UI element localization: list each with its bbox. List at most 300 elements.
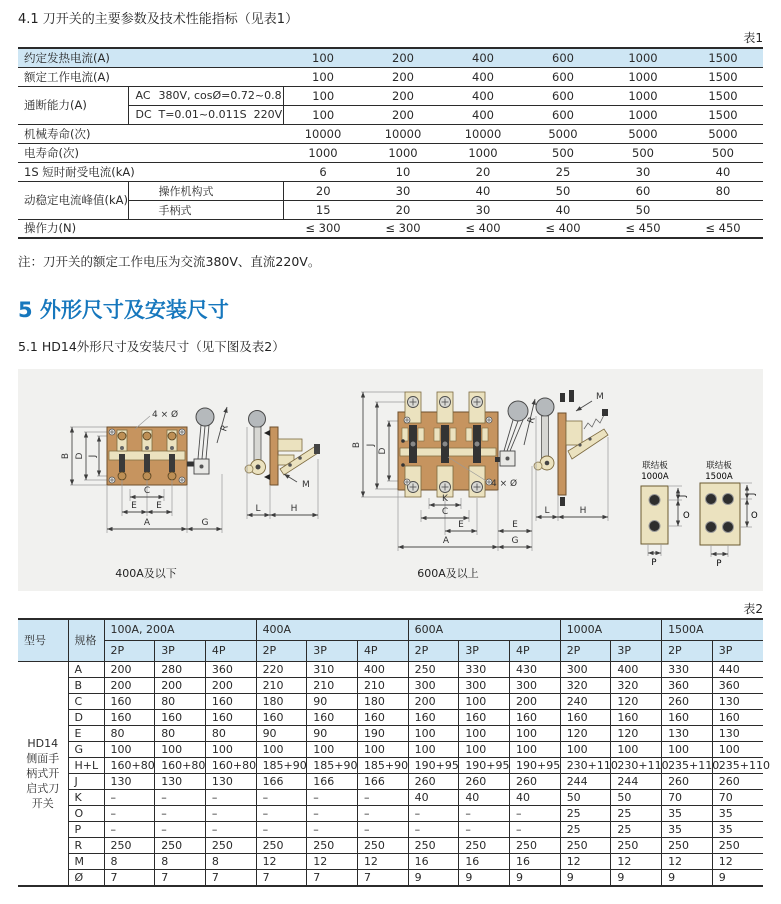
t1-value: 5000	[603, 124, 683, 143]
t2-value: 330	[459, 661, 510, 677]
t2-value: 400	[357, 661, 408, 677]
t2-value: 260	[712, 773, 763, 789]
dim-label-b: B	[352, 441, 362, 449]
connection-plate-1000a	[641, 460, 690, 568]
table2-body	[18, 661, 770, 886]
t2-value: 12	[256, 853, 307, 869]
dim-label-d: D	[378, 447, 388, 455]
t2-value: 190+95	[408, 757, 459, 773]
t2-value: 40	[459, 789, 510, 805]
t2-amp-group-header: 600A	[408, 619, 560, 640]
t2-value: 70	[712, 789, 763, 805]
t2-value: 120	[560, 725, 611, 741]
dim-label-j: J	[678, 494, 688, 498]
table1-parameters	[18, 47, 763, 239]
t1-value: 1000	[363, 143, 443, 162]
t2-value: 250	[408, 661, 459, 677]
t2-row	[18, 869, 763, 886]
t2-pole-header-row	[18, 640, 763, 661]
dim-label-d: D	[75, 452, 85, 460]
t2-row	[18, 773, 763, 789]
t1-sub-text: T=0.01~0.011S 220V	[158, 108, 283, 121]
t2-value: –	[459, 805, 510, 821]
t2-value: 16	[459, 853, 510, 869]
t2-value: 260	[408, 773, 459, 789]
t1-value: 200	[363, 105, 443, 124]
t2-value: 90	[256, 725, 307, 741]
t2-row	[18, 853, 763, 869]
t2-row	[18, 741, 763, 757]
t2-value: 130	[712, 725, 763, 741]
t2-value: 185+90	[307, 757, 358, 773]
t2-value: 100	[459, 725, 510, 741]
t2-value: 230+110	[560, 757, 611, 773]
t2-value: 80	[104, 725, 155, 741]
t2-spec-label: Ø	[68, 869, 104, 886]
t2-amp-group-header: 400A	[256, 619, 408, 640]
t1-sub-cell	[128, 86, 283, 105]
t1-value: 15	[283, 200, 363, 219]
front-view-600a	[352, 392, 538, 580]
t1-row	[18, 162, 763, 181]
t2-value: 130	[104, 773, 155, 789]
t2-value: 250	[357, 837, 408, 853]
t2-value: 235+110	[712, 757, 763, 773]
t2-pole-header: 3P	[155, 640, 206, 661]
t2-value: –	[307, 805, 358, 821]
t2-spec-label: H+L	[68, 757, 104, 773]
table1-note: 注：刀开关的额定工作电压为交流380V、直流220V。	[18, 254, 321, 269]
dim-label-c: C	[441, 507, 449, 517]
t1-value: 100	[283, 86, 363, 105]
t2-value: –	[256, 821, 307, 837]
t1-value: 80	[683, 181, 763, 200]
t1-value: 200	[363, 48, 443, 67]
t2-value: 250	[256, 837, 307, 853]
t1-value: ≤ 450	[683, 219, 763, 238]
dimension-diagram-panel	[18, 369, 763, 591]
t2-value: 9	[712, 869, 763, 886]
dim-label-j: J	[747, 492, 757, 496]
t2-value: 235+110	[662, 757, 713, 773]
t2-value: 260	[662, 693, 713, 709]
dim-label-b: B	[61, 452, 71, 460]
t2-value: 220	[256, 661, 307, 677]
t2-value: 25	[611, 821, 662, 837]
t2-value: 90	[307, 693, 358, 709]
t2-value: 100	[357, 741, 408, 757]
t2-value: 250	[307, 837, 358, 853]
t2-pole-header: 4P	[510, 640, 561, 661]
dim-label-l: L	[255, 504, 261, 514]
plate-1500a-label: 联结板	[706, 461, 732, 471]
t2-value: 260	[459, 773, 510, 789]
t1-row	[18, 105, 763, 124]
side-view-400a	[245, 411, 320, 520]
t1-value: 10	[363, 162, 443, 181]
t2-value: 210	[307, 677, 358, 693]
t2-value: 35	[662, 805, 713, 821]
t2-value: 250	[510, 837, 561, 853]
t1-sub-cell	[128, 143, 283, 162]
t1-value: 1500	[683, 105, 763, 124]
t2-value: 210	[357, 677, 408, 693]
t2-value: 160	[560, 709, 611, 725]
t1-row-label: 1S 短时耐受电流(kA)	[18, 162, 128, 181]
t1-value: 1500	[683, 67, 763, 86]
t2-value: 360	[205, 661, 256, 677]
t1-value: 1000	[443, 143, 523, 162]
t2-value: 100	[408, 725, 459, 741]
t1-sub-cell	[128, 200, 283, 219]
t2-value: 200	[104, 661, 155, 677]
t1-value: 500	[523, 143, 603, 162]
dim-label-p: P	[651, 558, 657, 568]
t1-value: 600	[523, 67, 603, 86]
t2-row	[18, 805, 763, 821]
t1-sub-cell	[128, 124, 283, 143]
t2-value: 7	[205, 869, 256, 886]
section-5-1-heading: 5.1 HD14外形尺寸及安装尺寸（见下图及表2）	[18, 339, 285, 354]
t2-value: 320	[611, 677, 662, 693]
dim-label-m: M	[302, 480, 310, 490]
t2-value: 100	[662, 741, 713, 757]
dim-label-c: C	[143, 486, 151, 496]
t2-value: –	[510, 821, 561, 837]
t2-value: 250	[611, 837, 662, 853]
t2-value: 260	[662, 773, 713, 789]
caption-600a: 600A及以上	[417, 567, 479, 580]
t2-value: –	[104, 789, 155, 805]
t1-value: 20	[443, 162, 523, 181]
t2-value: 8	[104, 853, 155, 869]
t2-value: 80	[155, 725, 206, 741]
table1-body	[18, 48, 763, 238]
t2-spec-label: D	[68, 709, 104, 725]
t2-value: 244	[560, 773, 611, 789]
t2-value: 200	[205, 677, 256, 693]
t2-value: 130	[712, 693, 763, 709]
dim-label-e: E	[458, 520, 464, 530]
t2-value: 440	[712, 661, 763, 677]
t2-value: 200	[510, 693, 561, 709]
t2-value: 35	[712, 821, 763, 837]
dim-label-r: R	[219, 423, 231, 433]
t1-value: 1000	[603, 48, 683, 67]
dim-label-k: K	[442, 494, 448, 504]
t2-value: 9	[560, 869, 611, 886]
t2-pole-header: 2P	[408, 640, 459, 661]
t1-row	[18, 181, 763, 200]
t1-value: 400	[443, 48, 523, 67]
t2-amp-group-header: 1000A	[560, 619, 661, 640]
t2-spec-label: G	[68, 741, 104, 757]
t2-value: 430	[510, 661, 561, 677]
dim-label-h: H	[290, 504, 298, 514]
t2-value: 250	[560, 837, 611, 853]
t2-row	[18, 789, 763, 805]
t2-value: 400	[611, 661, 662, 677]
t2-value: 244	[611, 773, 662, 789]
t1-value: 1500	[683, 48, 763, 67]
t2-value: 100	[510, 741, 561, 757]
dim-label-r: R	[526, 415, 538, 425]
t1-value: 10000	[443, 124, 523, 143]
t2-row	[18, 757, 763, 773]
t1-value: 500	[683, 143, 763, 162]
t1-sub-cell	[128, 181, 283, 200]
t2-value: 210	[256, 677, 307, 693]
t2-value: 16	[408, 853, 459, 869]
table2-dimensions	[18, 618, 770, 887]
t2-value: 360	[662, 677, 713, 693]
t2-value: 190	[357, 725, 408, 741]
t2-value: 166	[357, 773, 408, 789]
t2-spec-label: K	[68, 789, 104, 805]
t2-value: 8	[155, 853, 206, 869]
t2-value: 70	[662, 789, 713, 805]
t1-row	[18, 86, 763, 105]
t2-value: 250	[104, 837, 155, 853]
t2-value: 160	[104, 693, 155, 709]
t1-sub-text: 操作机构式	[158, 184, 214, 198]
t1-value: 400	[443, 67, 523, 86]
t2-value: 160	[459, 709, 510, 725]
dim-label-g: G	[511, 536, 519, 546]
t2-value: 7	[357, 869, 408, 886]
t2-value: 35	[662, 821, 713, 837]
t2-value: 16	[510, 853, 561, 869]
t1-row-label: 电寿命(次)	[18, 143, 128, 162]
t1-value: 40	[443, 181, 523, 200]
t2-value: 7	[256, 869, 307, 886]
t2-value: 100	[510, 725, 561, 741]
t2-value: 12	[662, 853, 713, 869]
t2-pole-header: 2P	[256, 640, 307, 661]
dim-label-a: A	[442, 536, 450, 546]
dim-label-e: E	[156, 501, 162, 511]
t1-row-label: 约定发热电流(A)	[18, 48, 128, 67]
t1-value: 500	[603, 143, 683, 162]
t1-sub-prefix: DC	[135, 108, 152, 121]
t2-value: 200	[155, 677, 206, 693]
t2-value: 7	[155, 869, 206, 886]
t2-value: 12	[712, 853, 763, 869]
t2-value: 250	[712, 837, 763, 853]
t2-value: –	[155, 789, 206, 805]
t2-value: 250	[205, 837, 256, 853]
t2-spec-label: E	[68, 725, 104, 741]
t2-value: 160	[155, 709, 206, 725]
t2-value: 90	[307, 725, 358, 741]
t1-value: 1000	[603, 67, 683, 86]
t2-value: 180	[357, 693, 408, 709]
t1-value: 100	[283, 48, 363, 67]
section-5-heading: 5 外形尺寸及安装尺寸	[18, 298, 229, 322]
dim-label-j: J	[366, 443, 376, 447]
t2-value: 100	[155, 741, 206, 757]
t2-value: 9	[408, 869, 459, 886]
t2-value: 100	[459, 741, 510, 757]
t2-pole-header: 3P	[611, 640, 662, 661]
t2-value: 12	[611, 853, 662, 869]
t2-value: 100	[459, 693, 510, 709]
t2-value: 9	[510, 869, 561, 886]
plate-1000a-label: 联结板	[642, 461, 668, 471]
t2-model-line: 柄式开	[26, 766, 60, 780]
t2-value: 260	[510, 773, 561, 789]
t2-value: –	[104, 821, 155, 837]
t2-spec-label: A	[68, 661, 104, 677]
t2-pole-header: 2P	[560, 640, 611, 661]
t1-row-label: 操作力(N)	[18, 219, 128, 238]
t2-value: 80	[205, 725, 256, 741]
t1-value: 1000	[283, 143, 363, 162]
t2-spec-label: B	[68, 677, 104, 693]
t2-value: 100	[256, 741, 307, 757]
t2-value: 25	[560, 821, 611, 837]
t2-model-header: 型号	[18, 619, 68, 661]
t1-value: 10000	[283, 124, 363, 143]
t1-row	[18, 67, 763, 86]
t2-value: 160	[307, 709, 358, 725]
t1-row-label: 动稳定电流峰值(kA)	[18, 181, 128, 219]
t2-value: 190+95	[459, 757, 510, 773]
caption-400a: 400A及以下	[115, 567, 177, 580]
t1-value: 200	[363, 86, 443, 105]
t2-value: 12	[357, 853, 408, 869]
t2-row	[18, 661, 763, 677]
t2-amp-group-header: 100A, 200A	[104, 619, 256, 640]
t1-row	[18, 219, 763, 238]
t2-value: 130	[662, 725, 713, 741]
table1-tag: 表1	[743, 31, 763, 45]
t2-value: 320	[560, 677, 611, 693]
t2-value: 8	[205, 853, 256, 869]
hole-callout-label: 4 × Ø	[491, 479, 518, 489]
t2-value: 50	[611, 789, 662, 805]
t1-value: 600	[523, 105, 603, 124]
t2-row	[18, 821, 763, 837]
t2-value: 250	[408, 837, 459, 853]
t2-row	[18, 677, 763, 693]
t2-spec-label: C	[68, 693, 104, 709]
connection-plate-1500a	[700, 460, 758, 569]
t2-pole-header: 4P	[205, 640, 256, 661]
t2-value: 230+110	[611, 757, 662, 773]
t1-value: 400	[443, 86, 523, 105]
t2-model-line: 启式刀	[26, 781, 60, 795]
t2-value: 9	[459, 869, 510, 886]
t1-value: 10000	[363, 124, 443, 143]
t2-value: –	[307, 789, 358, 805]
t2-value: 310	[307, 661, 358, 677]
t2-spec-label: O	[68, 805, 104, 821]
t2-value: 160	[510, 709, 561, 725]
t2-value: 250	[459, 837, 510, 853]
t2-row	[18, 837, 763, 853]
t2-value: 160	[104, 709, 155, 725]
t2-value: 250	[155, 837, 206, 853]
t2-value: 160	[256, 709, 307, 725]
dim-label-h: H	[579, 506, 587, 516]
t1-value: ≤ 300	[363, 219, 443, 238]
t2-value: 200	[408, 693, 459, 709]
t1-value: 30	[363, 181, 443, 200]
t2-value: –	[104, 805, 155, 821]
t2-value: 160+80	[155, 757, 206, 773]
t1-value: 400	[443, 105, 523, 124]
t2-value: 180	[256, 693, 307, 709]
t1-sub-cell	[128, 105, 283, 124]
t1-value: 5000	[523, 124, 603, 143]
t1-value: 50	[523, 181, 603, 200]
t1-row	[18, 48, 763, 67]
t2-value: –	[459, 821, 510, 837]
t1-value: 20	[363, 200, 443, 219]
t2-value: 160+80	[205, 757, 256, 773]
dim-label-e: E	[131, 501, 137, 511]
t2-value: 360	[712, 677, 763, 693]
t2-spec-label: M	[68, 853, 104, 869]
t2-value: –	[256, 805, 307, 821]
t1-row	[18, 143, 763, 162]
t1-value: ≤ 300	[283, 219, 363, 238]
t2-value: 9	[611, 869, 662, 886]
t2-pole-header: 2P	[662, 640, 713, 661]
t2-group-header-row	[18, 619, 763, 640]
t2-value: –	[408, 805, 459, 821]
t2-value: 40	[408, 789, 459, 805]
t2-value: 280	[155, 661, 206, 677]
t2-value: 160	[357, 709, 408, 725]
hole-callout-label: 4 × Ø	[152, 410, 179, 420]
t2-value: 9	[662, 869, 713, 886]
t1-row	[18, 200, 763, 219]
plate-1500a-rating: 1500A	[705, 472, 733, 482]
dim-label-a: A	[143, 518, 151, 528]
t2-value: 160	[611, 709, 662, 725]
t1-row-label: 通断能力(A)	[18, 86, 128, 124]
t1-value: 600	[523, 48, 603, 67]
t1-value: ≤ 400	[523, 219, 603, 238]
t1-sub-cell	[128, 219, 283, 238]
t2-value: 100	[205, 741, 256, 757]
dimension-diagram	[18, 369, 763, 591]
t2-pole-header: 4P	[357, 640, 408, 661]
t2-value: –	[256, 789, 307, 805]
t2-value: 300	[459, 677, 510, 693]
t2-value: 12	[560, 853, 611, 869]
t1-value: 1500	[683, 86, 763, 105]
t2-pole-header: 2P	[104, 640, 155, 661]
table2-tag: 表2	[743, 602, 763, 616]
t2-value: 330	[662, 661, 713, 677]
t2-value: –	[307, 821, 358, 837]
t2-amp-group-header: 1500A	[662, 619, 763, 640]
t2-value: 40	[510, 789, 561, 805]
t2-value: 80	[155, 693, 206, 709]
t2-value: 120	[611, 725, 662, 741]
t2-value: 130	[205, 773, 256, 789]
t2-value: 25	[560, 805, 611, 821]
t2-value: 185+90	[256, 757, 307, 773]
t2-model-line: 侧面手	[26, 751, 60, 765]
dim-label-e: E	[512, 520, 518, 530]
t2-value: 160	[662, 709, 713, 725]
t2-model-line: 开关	[31, 796, 54, 810]
dim-label-l: L	[544, 506, 550, 516]
